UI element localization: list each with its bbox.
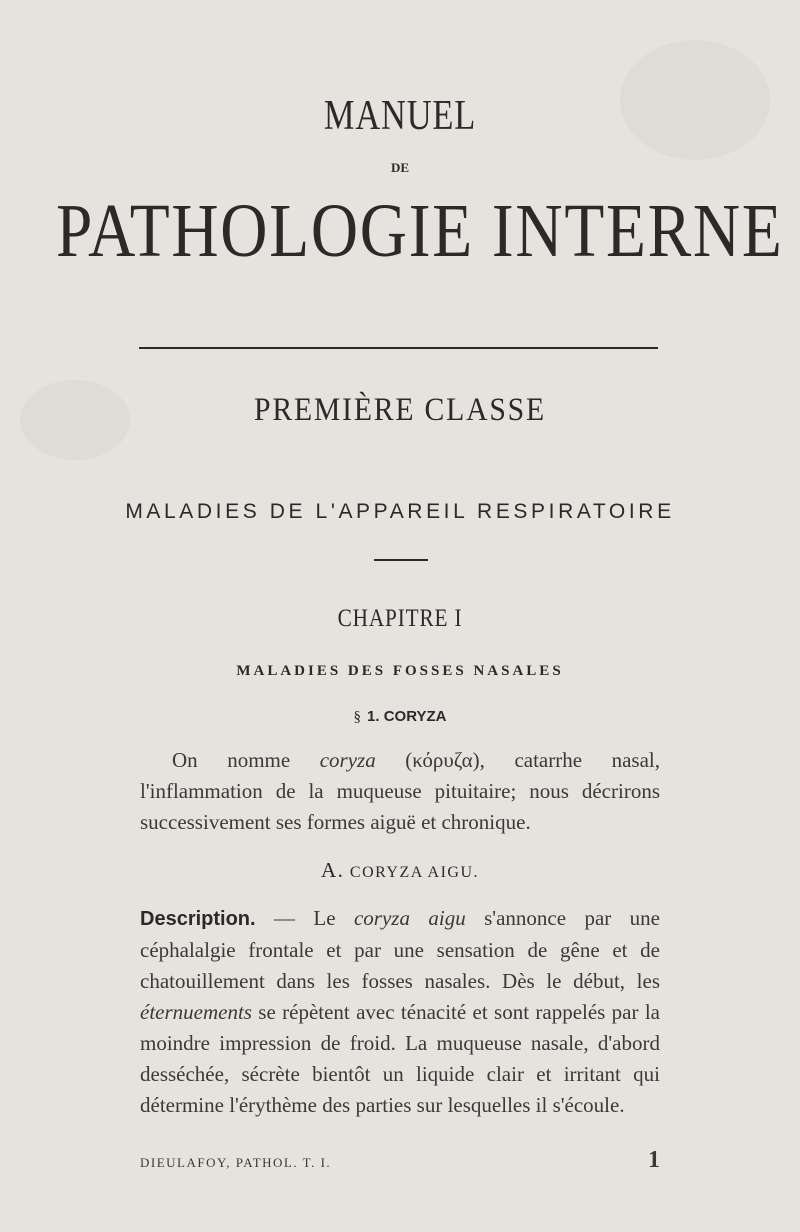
paragraph-text: s'annonce par une céphalalgie frontale et par une sensation de gêne et de chatouillement dans les fosses nasales. Dès le début, les xyxy=(140,906,660,993)
chapter-heading: CHAPITRE I xyxy=(337,605,463,632)
paragraph-italic-term: coryza xyxy=(319,748,376,772)
section-sign: § xyxy=(353,709,362,725)
paragraph-description xyxy=(140,903,660,1121)
paragraph-text: se répètent avec ténacité et sont rappelés par la moindre impression de froid. La muqueuse nasale, d'abord desséchée, sécrète bientôt un liquide clair et irritant qui détermine l'érythème des parties sur lesquelles il s'écoule. xyxy=(140,1000,660,1117)
chapter-title: MALADIES DES FOSSES NASALES xyxy=(236,663,564,679)
class-heading: PREMIÈRE CLASSE xyxy=(254,392,546,428)
page-footer xyxy=(140,1147,660,1173)
book-title-de: DE xyxy=(390,160,410,175)
page-number: 1 xyxy=(648,1147,660,1173)
paragraph-definition xyxy=(140,745,660,838)
book-title-pathologie: PATHOLOGIE INTERNE xyxy=(56,189,784,273)
title-rule xyxy=(139,347,658,349)
section-heading xyxy=(0,708,800,726)
class-subheading: MALADIES DE L'APPAREIL RESPIRATOIRE xyxy=(125,500,675,523)
paragraph-text: On nomme xyxy=(172,748,320,772)
paragraph-italic-term: éternuements xyxy=(140,1000,252,1024)
paragraph-italic-term: coryza aigu xyxy=(353,906,466,930)
subsection-letter: A. xyxy=(320,858,345,882)
paragraph-lead: Description. xyxy=(140,908,256,930)
chapter-rule xyxy=(374,559,428,561)
subsection-heading xyxy=(0,858,800,883)
footer-signature: DIEULAFOY, PATHOL. T. I. xyxy=(140,1155,332,1170)
subsection-title: CORYZA AIGU. xyxy=(349,864,480,881)
paragraph-text: (κόρυζα), catarrhe nasal, l'inflammation de la muqueuse pituitaire; nous décrirons successivement ses formes aiguë et chronique. xyxy=(140,748,660,834)
book-title-manuel: MANUEL xyxy=(323,93,477,139)
paragraph-text: — Le xyxy=(255,906,354,930)
section-title: 1. CORYZA xyxy=(367,708,447,725)
